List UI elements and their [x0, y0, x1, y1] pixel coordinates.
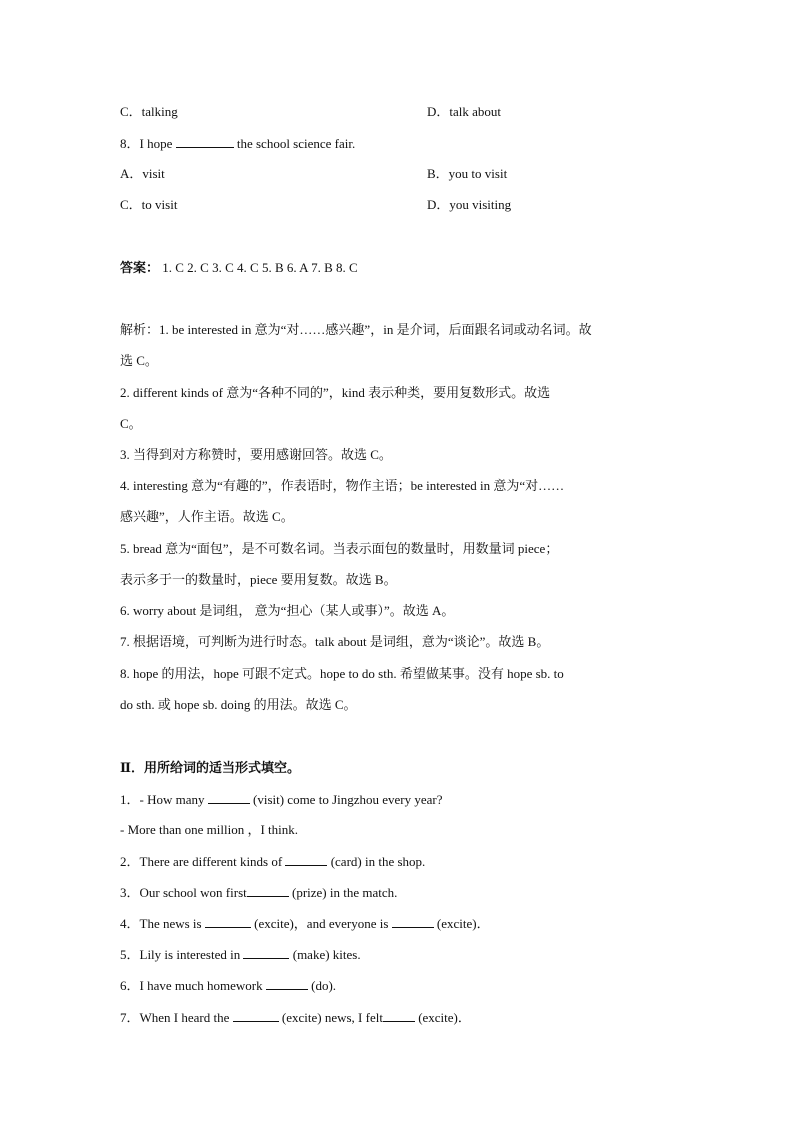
- analysis-line: 解析：1. be interested in 意为“对……感兴趣”，in 是介词，后面跟名词或动名词。故: [120, 322, 592, 337]
- analysis-line: 2. different kinds of 意为“各种不同的”，kind 表示种类，要用复数形式。故选: [120, 385, 551, 400]
- analysis-line: 6. worry about 是词组， 意为“担心（某人或事）”。故选 A。: [120, 603, 455, 618]
- q-pre: 1．- How many: [120, 792, 208, 807]
- fill-q7: [120, 1009, 471, 1026]
- q8-option-c: C．to visit: [120, 197, 178, 212]
- analysis-line: 3. 当得到对方称赞时，要用感谢回答。故选 C。: [120, 447, 392, 462]
- analysis-line: 5. bread 意为“面包”，是不可数名词。当表示面包的数量时，用数量词 piece；: [120, 541, 559, 556]
- fill-q6: [120, 977, 336, 994]
- answer-blank: [266, 977, 308, 990]
- analysis-line: 7. 根据语境，可判断为进行时态。talk about 是词组，意为“谈论”。故选 B。: [120, 634, 550, 649]
- q-mid: (excite)，and everyone is: [250, 916, 392, 931]
- answer-blank: [247, 884, 289, 897]
- answer-blank: [243, 946, 289, 959]
- q7-option-d: D．talk about: [427, 104, 502, 119]
- fill-q5: [120, 946, 361, 963]
- fill-q4: [120, 915, 490, 932]
- analysis-line: 8. hope 的用法，hope 可跟不定式。hope to do sth. 希望做某事。没有 hope sb. to: [120, 666, 564, 681]
- q-pre: 7．When I heard the: [120, 1010, 233, 1025]
- q-post: (excite)．: [433, 916, 490, 931]
- q-post: (card) in the shop.: [327, 854, 426, 869]
- answer-key: [120, 260, 358, 276]
- analysis-line: 选 C。: [120, 353, 158, 368]
- fill-q1-reply: - More than one million ，I think.: [120, 822, 299, 837]
- answer-blank: [383, 1009, 415, 1022]
- answer-blank: [205, 915, 251, 928]
- answer-blank: [233, 1009, 279, 1022]
- q8-option-d: D．you visiting: [427, 197, 512, 212]
- q-post: (prize) in the match.: [288, 885, 398, 900]
- q8-option-b: B．you to visit: [427, 166, 508, 181]
- q-pre: 4．The news is: [120, 916, 205, 931]
- answer-blank: [285, 853, 327, 866]
- q8-option-a: A．visit: [120, 166, 165, 181]
- q8-prefix: 8．I hope: [120, 136, 176, 151]
- q-mid: (excite) news, I felt: [278, 1010, 383, 1025]
- fill-q3: [120, 884, 397, 901]
- q-post: (do).: [307, 978, 337, 993]
- question-8: [120, 135, 355, 152]
- fill-q1: [120, 791, 443, 808]
- answer-text: 1. C 2. C 3. C 4. C 5. B 6. A 7. B 8. C: [159, 260, 358, 275]
- analysis-line: 表示多于一的数量时，piece 要用复数。故选 B。: [120, 572, 397, 587]
- analysis-line: C。: [120, 416, 142, 431]
- answer-blank: [208, 791, 250, 804]
- analysis-line: 感兴趣”，人作主语。故选 C。: [120, 509, 294, 524]
- answer-blank: [392, 915, 434, 928]
- q-pre: 6．I have much homework: [120, 978, 266, 993]
- q-post: (visit) come to Jingzhou every year?: [249, 792, 443, 807]
- q-pre: 5．Lily is interested in: [120, 947, 244, 962]
- q-post: (make) kites.: [289, 947, 361, 962]
- q-pre: 2．There are different kinds of: [120, 854, 286, 869]
- analysis-line: do sth. 或 hope sb. doing 的用法。故选 C。: [120, 697, 357, 712]
- analysis-line: 4. interesting 意为“有趣的”，作表语时，物作主语；be interested in 意为“对……: [120, 478, 565, 493]
- q-pre: 3．Our school won first: [120, 885, 247, 900]
- q8-suffix: the school science fair.: [233, 136, 356, 151]
- q7-option-c: C．talking: [120, 104, 178, 119]
- section-2-title: Ⅱ．用所给词的适当形式填空。: [120, 760, 300, 775]
- answer-blank: [176, 135, 234, 148]
- answer-label: 答案：: [120, 260, 160, 275]
- q-post: (excite)．: [414, 1010, 471, 1025]
- fill-q2: [120, 853, 425, 870]
